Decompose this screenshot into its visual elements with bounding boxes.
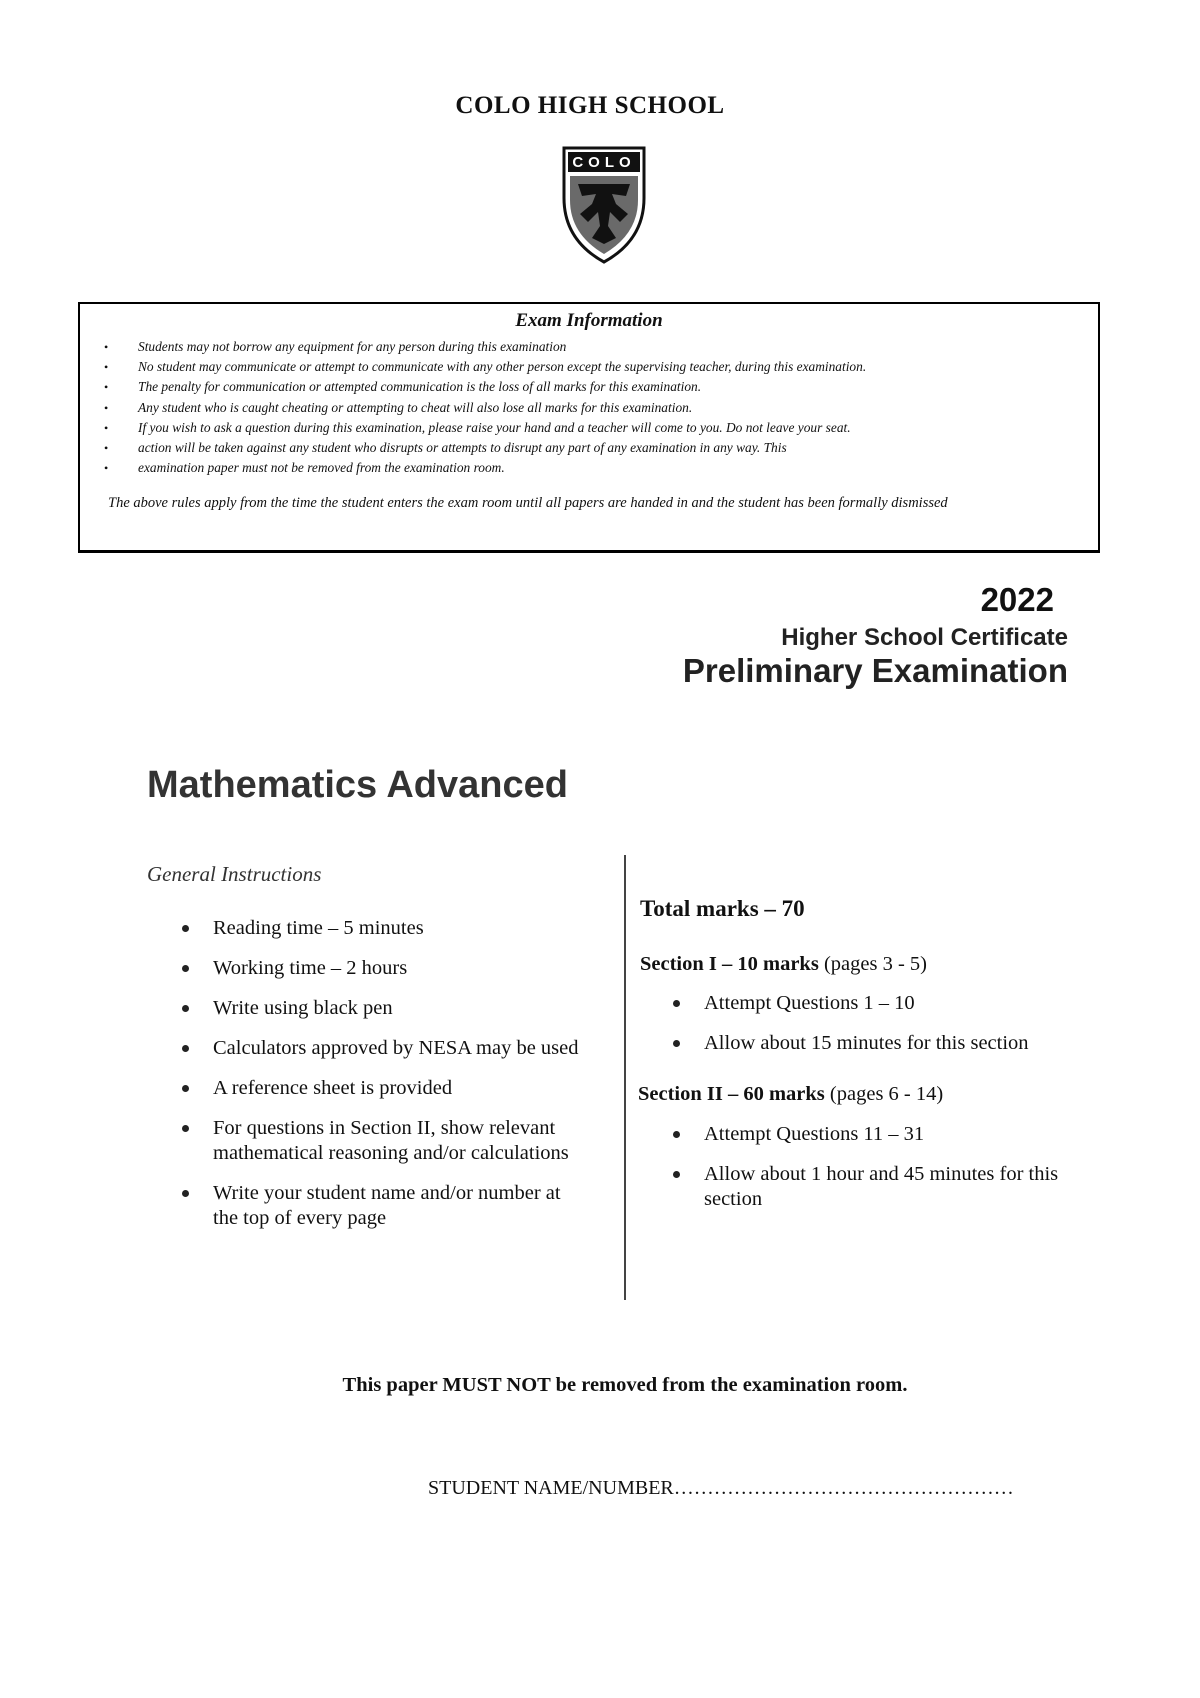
instruction-item: Working time – 2 hours (170, 956, 580, 981)
exam-rule: • The penalty for communication or attempted communication is the loss of all marks for this examination. (104, 377, 1078, 397)
section-2-item: Attempt Questions 11 – 31 (654, 1122, 1094, 1147)
instruction-item: A reference sheet is provided (170, 1076, 580, 1101)
exam-rule: • Any student who is caught cheating or attempting to cheat will also lose all marks for this examination. (104, 398, 1078, 418)
instruction-item: Write using black pen (170, 996, 580, 1021)
removal-notice: This paper MUST NOT be removed from the examination room. (342, 1374, 908, 1396)
total-marks: Total marks – 70 (640, 896, 805, 921)
exam-information-box (78, 302, 1100, 553)
exam-rule: • action will be taken against any student who disrupts or attempts to disrupt any part of any examination in any way. This (104, 438, 1078, 458)
subject-title: Mathematics Advanced (147, 764, 568, 806)
section-1-list (654, 991, 1094, 1071)
section-2-item: Allow about 1 hour and 45 minutes for this section (654, 1162, 1094, 1212)
instruction-item: For questions in Section II, show relevant mathematical reasoning and/or calculations (170, 1116, 580, 1166)
section-2-marks: Section II – 60 marks (638, 1083, 825, 1105)
instruction-item: Write your student name and/or number at the top of every page (170, 1181, 580, 1231)
certificate-title: Higher School Certificate (781, 624, 1068, 651)
section-2-pages: (pages 6 - 14) (824, 1083, 944, 1105)
section-1-pages: (pages 3 - 5) (818, 953, 927, 975)
section-2-heading (638, 1083, 943, 1106)
exam-information-title: Exam Information (515, 310, 663, 331)
section-1-item: Attempt Questions 1 – 10 (654, 991, 1094, 1016)
exam-type-title: Preliminary Examination (682, 652, 1068, 689)
section-1-heading (640, 953, 927, 976)
exam-rule: • Students may not borrow any equipment for any person during this examination (104, 337, 1078, 357)
instruction-item: Calculators approved by NESA may be used (170, 1036, 580, 1061)
exam-rule: • examination paper must not be removed from the examination room. (104, 458, 1078, 478)
section-1-item: Allow about 15 minutes for this section (654, 1031, 1094, 1056)
school-name: COLO HIGH SCHOOL (455, 92, 725, 119)
section-1-marks: Section I – 10 marks (640, 953, 819, 975)
exam-year: 2022 (980, 581, 1054, 618)
exam-rules-note: The above rules apply from the time the student enters the exam room until all papers are handed in and the student has been formally dismissed (108, 495, 948, 511)
general-instructions-title: General Instructions (147, 862, 322, 886)
exam-rule: • If you wish to ask a question during this examination, please raise your hand and a teacher will come to you. Do not leave your seat. (104, 418, 1078, 438)
instruction-item: Reading time – 5 minutes (170, 916, 580, 941)
crest-text: COLO (572, 154, 636, 171)
school-crest-logo (556, 146, 652, 264)
exam-rule: • No student may communicate or attempt to communicate with any other person except the supervising teacher, during this examination. (104, 357, 1078, 377)
student-name-field[interactable]: STUDENT NAME/NUMBER…………………………………………… (428, 1477, 1014, 1499)
exam-rules-list (104, 337, 1078, 478)
general-instructions-list (170, 916, 580, 1246)
column-divider (624, 855, 626, 1300)
section-2-list (654, 1122, 1094, 1227)
